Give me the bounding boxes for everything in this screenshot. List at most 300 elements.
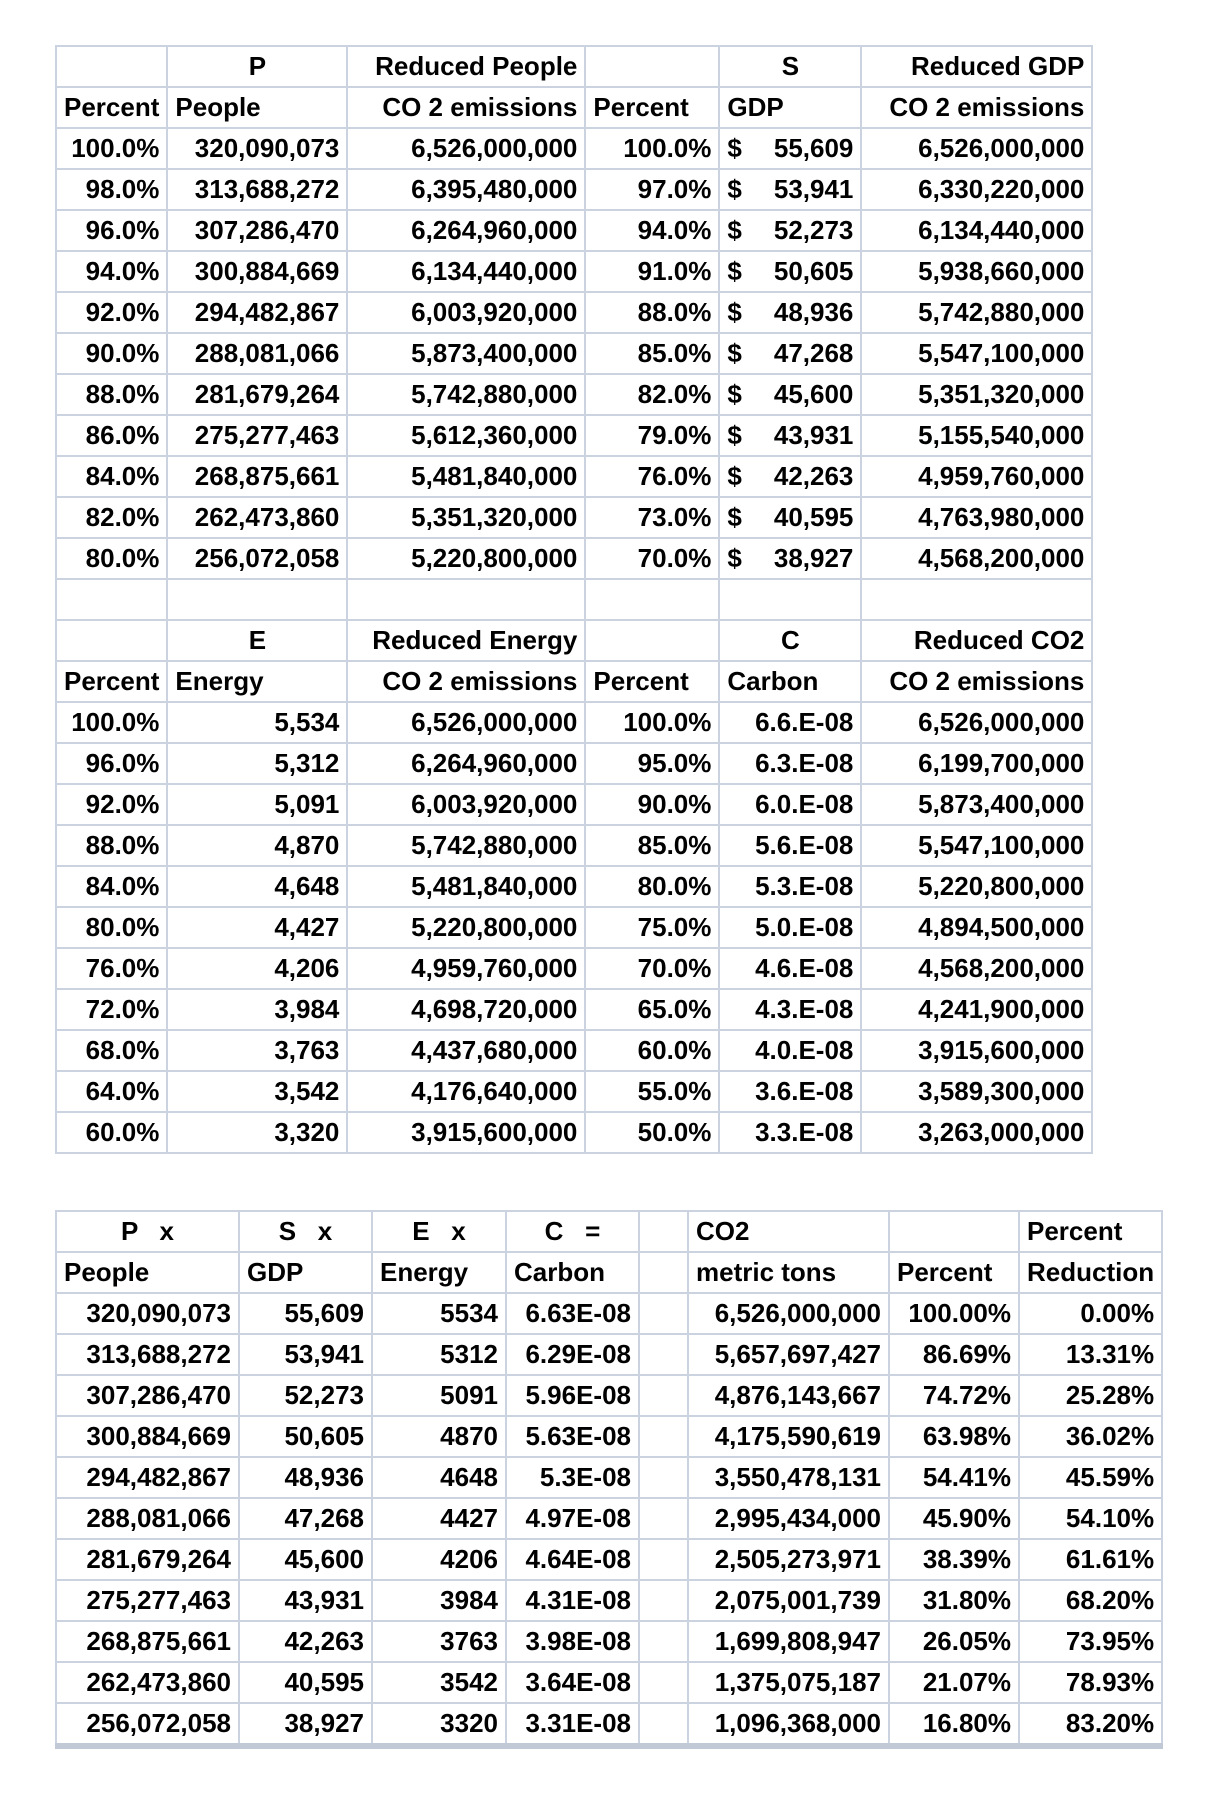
cell[interactable]: 5,351,320,000	[861, 374, 1092, 415]
cell[interactable]: 3984	[372, 1580, 506, 1621]
header-cell[interactable]	[56, 620, 167, 661]
cell[interactable]: 307,286,470	[167, 210, 347, 251]
cell[interactable]: 73.0%	[585, 497, 719, 538]
cell[interactable]: 6,134,440,000	[861, 210, 1092, 251]
cell[interactable]: 79.0%	[585, 415, 719, 456]
header-cell[interactable]: Reduced CO2	[861, 620, 1092, 661]
dollar-sign: $	[727, 338, 742, 368]
cell[interactable]	[167, 579, 347, 620]
cell[interactable]: 256,072,058	[167, 538, 347, 579]
cell[interactable]: 5,155,540,000	[861, 415, 1092, 456]
header-cell[interactable]: C	[719, 620, 861, 661]
cell[interactable]: 6,199,700,000	[861, 743, 1092, 784]
cell[interactable]: 5,938,660,000	[861, 251, 1092, 292]
cell[interactable]: 100.0%	[585, 128, 719, 169]
header-cell[interactable]: People	[56, 1252, 239, 1293]
cell[interactable]	[347, 579, 585, 620]
cell[interactable]: 4,698,720,000	[347, 989, 585, 1030]
cell[interactable]	[639, 1621, 688, 1662]
header-cell[interactable]: Energy	[167, 661, 347, 702]
cell[interactable]: 63.98%	[889, 1416, 1019, 1457]
cell[interactable]: 6,526,000,000	[688, 1293, 889, 1334]
header-cell[interactable]: Reduction	[1019, 1252, 1162, 1293]
header-cell[interactable]	[585, 620, 719, 661]
header-cell[interactable]: GDP	[719, 87, 861, 128]
cell[interactable]: 4.3.E-08	[719, 989, 861, 1030]
header-cell[interactable]: CO 2 emissions	[347, 87, 585, 128]
cell[interactable]: 42,263	[239, 1621, 372, 1662]
header-cell[interactable]: CO 2 emissions	[861, 87, 1092, 128]
cell[interactable]: 78.93%	[1019, 1662, 1162, 1703]
cell[interactable]: 3,763	[167, 1030, 347, 1071]
cell[interactable]: 97.0%	[585, 169, 719, 210]
cell[interactable]: 4,437,680,000	[347, 1030, 585, 1071]
cell[interactable]: 4,241,900,000	[861, 989, 1092, 1030]
cell[interactable]	[719, 579, 861, 620]
cell[interactable]: 6.0.E-08	[719, 784, 861, 825]
cell[interactable]: 5.63E-08	[506, 1416, 639, 1457]
cell[interactable]: 5,657,697,427	[688, 1334, 889, 1375]
cell[interactable]: 76.0%	[585, 456, 719, 497]
cell-value: 43,931	[773, 420, 854, 450]
cell[interactable]	[639, 1539, 688, 1580]
cell[interactable]: 91.0%	[585, 251, 719, 292]
cell[interactable]: 294,482,867	[167, 292, 347, 333]
cell[interactable]: 3,550,478,131	[688, 1457, 889, 1498]
header-cell[interactable]: Percent	[1019, 1211, 1162, 1252]
table-row	[56, 989, 1092, 1030]
cell[interactable]: 5,312	[167, 743, 347, 784]
cell[interactable]: 288,081,066	[167, 333, 347, 374]
cell[interactable]: 92.0%	[56, 784, 167, 825]
cell[interactable]: 320,090,073	[56, 1293, 239, 1334]
cell[interactable]: 5.0.E-08	[719, 907, 861, 948]
header-cell[interactable]: Reduced Energy	[347, 620, 585, 661]
cell[interactable]: 68.0%	[56, 1030, 167, 1071]
cell[interactable]: 3,320	[167, 1112, 347, 1153]
cell[interactable]: 21.07%	[889, 1662, 1019, 1703]
cell[interactable]	[639, 1334, 688, 1375]
table-row	[56, 169, 1092, 210]
cell[interactable]: 4,870	[167, 825, 347, 866]
cell[interactable]: 4,568,200,000	[861, 538, 1092, 579]
cell-value: 45,600	[773, 379, 854, 409]
cell[interactable]	[719, 415, 861, 456]
cell[interactable]: 64.0%	[56, 1071, 167, 1112]
cell[interactable]: 4.0.E-08	[719, 1030, 861, 1071]
table-row	[56, 1030, 1092, 1071]
cell[interactable]	[639, 1416, 688, 1457]
table-row	[56, 784, 1092, 825]
cell[interactable]	[719, 456, 861, 497]
cell[interactable]: 3.6.E-08	[719, 1071, 861, 1112]
cell[interactable]: 4,427	[167, 907, 347, 948]
cell[interactable]: 95.0%	[585, 743, 719, 784]
cell[interactable]: 3,589,300,000	[861, 1071, 1092, 1112]
cell[interactable]: 1,375,075,187	[688, 1662, 889, 1703]
cell[interactable]: 13.31%	[1019, 1334, 1162, 1375]
cell[interactable]: 4.97E-08	[506, 1498, 639, 1539]
cell[interactable]: 80.0%	[56, 907, 167, 948]
cell[interactable]: 45,600	[239, 1539, 372, 1580]
cell[interactable]: 31.80%	[889, 1580, 1019, 1621]
cell[interactable]: 70.0%	[585, 948, 719, 989]
header-cell[interactable]	[639, 1252, 688, 1293]
cell[interactable]: 5,351,320,000	[347, 497, 585, 538]
cell[interactable]: 3,915,600,000	[347, 1112, 585, 1153]
cell[interactable]: 5,612,360,000	[347, 415, 585, 456]
cell[interactable]: 98.0%	[56, 169, 167, 210]
cell[interactable]: 3763	[372, 1621, 506, 1662]
table-row	[56, 1071, 1092, 1112]
cell[interactable]: 4870	[372, 1416, 506, 1457]
header-cell[interactable]: GDP	[239, 1252, 372, 1293]
cell[interactable]: 2,995,434,000	[688, 1498, 889, 1539]
cell[interactable]: 50,605	[239, 1416, 372, 1457]
header-cell[interactable]: Percent	[56, 661, 167, 702]
cell[interactable]: 4.64E-08	[506, 1539, 639, 1580]
header-cell[interactable]: P x	[56, 1211, 239, 1252]
dollar-sign: $	[727, 420, 742, 450]
cell[interactable]: 5,873,400,000	[347, 333, 585, 374]
cell[interactable]: 61.61%	[1019, 1539, 1162, 1580]
cell[interactable]: 5,481,840,000	[347, 866, 585, 907]
cell[interactable]: 0.00%	[1019, 1293, 1162, 1334]
cell[interactable]: 82.0%	[56, 497, 167, 538]
cell[interactable]: 5,481,840,000	[347, 456, 585, 497]
cell[interactable]: 100.0%	[56, 702, 167, 743]
cell[interactable]: 100.0%	[56, 128, 167, 169]
cell[interactable]: 38,927	[239, 1703, 372, 1746]
cell[interactable]: 3320	[372, 1703, 506, 1746]
cell[interactable]: 1,699,808,947	[688, 1621, 889, 1662]
cell[interactable]: 6,003,920,000	[347, 292, 585, 333]
cell[interactable]: 5.96E-08	[506, 1375, 639, 1416]
cell[interactable]: 82.0%	[585, 374, 719, 415]
cell[interactable]: 53,941	[239, 1334, 372, 1375]
cell[interactable]: 288,081,066	[56, 1498, 239, 1539]
header-cell[interactable]: Percent	[585, 87, 719, 128]
cell[interactable]: 6,330,220,000	[861, 169, 1092, 210]
cell-value: 38,927	[773, 543, 854, 573]
cell[interactable]	[719, 169, 861, 210]
cell[interactable]	[639, 1457, 688, 1498]
cell[interactable]: 4,959,760,000	[347, 948, 585, 989]
cell[interactable]: 4648	[372, 1457, 506, 1498]
cell[interactable]: 68.20%	[1019, 1580, 1162, 1621]
cell[interactable]: 3,263,000,000	[861, 1112, 1092, 1153]
cell[interactable]: 88.0%	[56, 374, 167, 415]
cell[interactable]: 96.0%	[56, 210, 167, 251]
cell[interactable]: 6.63E-08	[506, 1293, 639, 1334]
header-cell[interactable]: C =	[506, 1211, 639, 1252]
cell[interactable]	[719, 128, 861, 169]
cell[interactable]: 65.0%	[585, 989, 719, 1030]
cell[interactable]: 6,264,960,000	[347, 210, 585, 251]
cell[interactable]	[639, 1375, 688, 1416]
cell-value: 52,273	[773, 215, 854, 245]
cell[interactable]: 94.0%	[56, 251, 167, 292]
table-row	[56, 1580, 1162, 1621]
cell[interactable]	[719, 210, 861, 251]
cell[interactable]: 85.0%	[585, 825, 719, 866]
cell[interactable]: 54.41%	[889, 1457, 1019, 1498]
cell[interactable]	[719, 374, 861, 415]
cell[interactable]: 5,547,100,000	[861, 825, 1092, 866]
table-row	[56, 1621, 1162, 1662]
cell[interactable]	[719, 538, 861, 579]
cell[interactable]: 86.0%	[56, 415, 167, 456]
cell[interactable]: 88.0%	[585, 292, 719, 333]
header-cell[interactable]: metric tons	[688, 1252, 889, 1293]
cell[interactable]: 6,526,000,000	[861, 702, 1092, 743]
cell[interactable]	[639, 1498, 688, 1539]
cell[interactable]	[719, 497, 861, 538]
cell[interactable]	[639, 1580, 688, 1621]
cell[interactable]: 5.3E-08	[506, 1457, 639, 1498]
cell[interactable]: 83.20%	[1019, 1703, 1162, 1746]
cell[interactable]	[56, 579, 167, 620]
cell[interactable]: 88.0%	[56, 825, 167, 866]
cell[interactable]: 3.64E-08	[506, 1662, 639, 1703]
header-cell[interactable]	[56, 46, 167, 87]
cell[interactable]: 16.80%	[889, 1703, 1019, 1746]
cell[interactable]: 5,220,800,000	[861, 866, 1092, 907]
header-cell[interactable]: Energy	[372, 1252, 506, 1293]
cell[interactable]: 5.3.E-08	[719, 866, 861, 907]
cell[interactable]: 5,742,880,000	[347, 374, 585, 415]
cell[interactable]: 80.0%	[56, 538, 167, 579]
cell[interactable]: 47,268	[239, 1498, 372, 1539]
cell[interactable]: 85.0%	[585, 333, 719, 374]
header-cell[interactable]: Percent	[889, 1252, 1019, 1293]
cell[interactable]: 1,096,368,000	[688, 1703, 889, 1746]
cell[interactable]: 4,648	[167, 866, 347, 907]
cell[interactable]: 40,595	[239, 1662, 372, 1703]
header-cell[interactable]: Reduced GDP	[861, 46, 1092, 87]
cell[interactable]: 2,075,001,739	[688, 1580, 889, 1621]
header-cell[interactable]: Percent	[56, 87, 167, 128]
cell[interactable]: 4427	[372, 1498, 506, 1539]
cell[interactable]: 275,277,463	[167, 415, 347, 456]
cell[interactable]: 5,547,100,000	[861, 333, 1092, 374]
cell[interactable]: 300,884,669	[167, 251, 347, 292]
cell[interactable]: 294,482,867	[56, 1457, 239, 1498]
cell[interactable]: 100.00%	[889, 1293, 1019, 1334]
cell[interactable]: 75.0%	[585, 907, 719, 948]
cell[interactable]: 4,175,590,619	[688, 1416, 889, 1457]
cell[interactable]: 84.0%	[56, 866, 167, 907]
header-cell[interactable]: Reduced People	[347, 46, 585, 87]
cell[interactable]: 300,884,669	[56, 1416, 239, 1457]
table-row	[56, 1498, 1162, 1539]
cell[interactable]: 5,742,880,000	[347, 825, 585, 866]
cell[interactable]: 281,679,264	[167, 374, 347, 415]
cell[interactable]: 3,915,600,000	[861, 1030, 1092, 1071]
cell[interactable]: 313,688,272	[56, 1334, 239, 1375]
cell[interactable]: 4,959,760,000	[861, 456, 1092, 497]
cell[interactable]	[639, 1703, 688, 1746]
cell[interactable]	[719, 333, 861, 374]
cell[interactable]: 73.95%	[1019, 1621, 1162, 1662]
cell[interactable]: 4.31E-08	[506, 1580, 639, 1621]
header-cell[interactable]: Percent	[585, 661, 719, 702]
cell[interactable]: 5,220,800,000	[347, 907, 585, 948]
cell[interactable]: 74.72%	[889, 1375, 1019, 1416]
cell[interactable]: 70.0%	[585, 538, 719, 579]
cell[interactable]: 94.0%	[585, 210, 719, 251]
cell[interactable]: 2,505,273,971	[688, 1539, 889, 1580]
cell[interactable]: 36.02%	[1019, 1416, 1162, 1457]
cell[interactable]: 307,286,470	[56, 1375, 239, 1416]
cell[interactable]	[719, 251, 861, 292]
header-cell[interactable]: CO 2 emissions	[861, 661, 1092, 702]
table-row	[56, 702, 1092, 743]
cell[interactable]: 84.0%	[56, 456, 167, 497]
cell[interactable]: 26.05%	[889, 1621, 1019, 1662]
table-row	[56, 538, 1092, 579]
cell[interactable]: 4,206	[167, 948, 347, 989]
header-cell[interactable]: CO 2 emissions	[347, 661, 585, 702]
header-cell[interactable]	[585, 46, 719, 87]
dollar-sign: $	[727, 297, 742, 327]
cell[interactable]: 6,395,480,000	[347, 169, 585, 210]
cell[interactable]: 5,742,880,000	[861, 292, 1092, 333]
cell[interactable]: 5.6.E-08	[719, 825, 861, 866]
table-row	[56, 1112, 1092, 1153]
cell[interactable]: 3,542	[167, 1071, 347, 1112]
header-cell[interactable]: CO2	[688, 1211, 889, 1252]
cell[interactable]: 96.0%	[56, 743, 167, 784]
header-cell[interactable]: P	[167, 46, 347, 87]
header-cell[interactable]: S x	[239, 1211, 372, 1252]
cell[interactable]: 3.31E-08	[506, 1703, 639, 1746]
cell[interactable]: 6,003,920,000	[347, 784, 585, 825]
cell[interactable]: 281,679,264	[56, 1539, 239, 1580]
table-row	[56, 1293, 1162, 1334]
table-row	[56, 866, 1092, 907]
cell[interactable]: 25.28%	[1019, 1375, 1162, 1416]
cell[interactable]: 86.69%	[889, 1334, 1019, 1375]
table-row	[56, 1334, 1162, 1375]
table-row	[56, 825, 1092, 866]
cell[interactable]: 262,473,860	[167, 497, 347, 538]
cell[interactable]: 4.6.E-08	[719, 948, 861, 989]
cell[interactable]: 90.0%	[56, 333, 167, 374]
cell[interactable]: 3.3.E-08	[719, 1112, 861, 1153]
cell[interactable]: 6,526,000,000	[347, 128, 585, 169]
cell[interactable]: 55,609	[239, 1293, 372, 1334]
header-row	[56, 1211, 1162, 1252]
table-row	[56, 374, 1092, 415]
cell[interactable]: 6.3.E-08	[719, 743, 861, 784]
cell[interactable]: 268,875,661	[56, 1621, 239, 1662]
cell[interactable]: 54.10%	[1019, 1498, 1162, 1539]
cell-value: 48,936	[773, 297, 854, 327]
cell[interactable]: 4,894,500,000	[861, 907, 1092, 948]
cell[interactable]: 5091	[372, 1375, 506, 1416]
cell[interactable]: 4,176,640,000	[347, 1071, 585, 1112]
cell[interactable]: 60.0%	[56, 1112, 167, 1153]
header-cell[interactable]: E x	[372, 1211, 506, 1252]
cell[interactable]: 6,264,960,000	[347, 743, 585, 784]
header-cell[interactable]	[889, 1211, 1019, 1252]
table-row	[56, 1375, 1162, 1416]
cell[interactable]: 6.29E-08	[506, 1334, 639, 1375]
cell[interactable]: 38.39%	[889, 1539, 1019, 1580]
dollar-sign: $	[727, 215, 742, 245]
cell[interactable]: 5,873,400,000	[861, 784, 1092, 825]
cell[interactable]: 6,526,000,000	[861, 128, 1092, 169]
cell[interactable]: 45.90%	[889, 1498, 1019, 1539]
header-cell[interactable]: E	[167, 620, 347, 661]
cell[interactable]: 6,526,000,000	[347, 702, 585, 743]
cell[interactable]: 6.6.E-08	[719, 702, 861, 743]
header-cell[interactable]: Carbon	[506, 1252, 639, 1293]
header-cell[interactable]: People	[167, 87, 347, 128]
cell[interactable]: 4206	[372, 1539, 506, 1580]
cell[interactable]: 4,568,200,000	[861, 948, 1092, 989]
dollar-sign: $	[727, 461, 742, 491]
header-row	[56, 661, 1092, 702]
cell[interactable]: 3.98E-08	[506, 1621, 639, 1662]
cell[interactable]: 60.0%	[585, 1030, 719, 1071]
cell[interactable]: 76.0%	[56, 948, 167, 989]
cell[interactable]: 268,875,661	[167, 456, 347, 497]
cell[interactable]: 48,936	[239, 1457, 372, 1498]
cell[interactable]: 262,473,860	[56, 1662, 239, 1703]
cell[interactable]: 275,277,463	[56, 1580, 239, 1621]
cell[interactable]: 5,534	[167, 702, 347, 743]
cell[interactable]: 5534	[372, 1293, 506, 1334]
cell[interactable]: 256,072,058	[56, 1703, 239, 1746]
cell[interactable]: 313,688,272	[167, 169, 347, 210]
cell[interactable]	[639, 1293, 688, 1334]
cell[interactable]: 5,091	[167, 784, 347, 825]
cell[interactable]: 6,134,440,000	[347, 251, 585, 292]
table-row	[56, 415, 1092, 456]
cell[interactable]	[585, 579, 719, 620]
cell[interactable]: 4,763,980,000	[861, 497, 1092, 538]
header-cell[interactable]	[639, 1211, 688, 1252]
header-cell[interactable]: Carbon	[719, 661, 861, 702]
cell[interactable]: 100.0%	[585, 702, 719, 743]
table-row	[56, 1703, 1162, 1746]
cell[interactable]: 55.0%	[585, 1071, 719, 1112]
cell[interactable]: 3,984	[167, 989, 347, 1030]
cell[interactable]: 92.0%	[56, 292, 167, 333]
cell[interactable]	[719, 292, 861, 333]
cell[interactable]: 320,090,073	[167, 128, 347, 169]
cell[interactable]	[861, 579, 1092, 620]
cell[interactable]	[639, 1662, 688, 1703]
cell[interactable]: 80.0%	[585, 866, 719, 907]
cell[interactable]: 52,273	[239, 1375, 372, 1416]
header-cell[interactable]: S	[719, 46, 861, 87]
cell[interactable]: 45.59%	[1019, 1457, 1162, 1498]
cell[interactable]: 5,220,800,000	[347, 538, 585, 579]
cell[interactable]: 72.0%	[56, 989, 167, 1030]
cell[interactable]: 90.0%	[585, 784, 719, 825]
cell[interactable]: 50.0%	[585, 1112, 719, 1153]
cell[interactable]: 4,876,143,667	[688, 1375, 889, 1416]
blank-row	[56, 579, 1092, 620]
cell[interactable]: 43,931	[239, 1580, 372, 1621]
cell[interactable]: 3542	[372, 1662, 506, 1703]
header-row	[56, 1252, 1162, 1293]
table-row	[56, 1662, 1162, 1703]
cell[interactable]: 5312	[372, 1334, 506, 1375]
